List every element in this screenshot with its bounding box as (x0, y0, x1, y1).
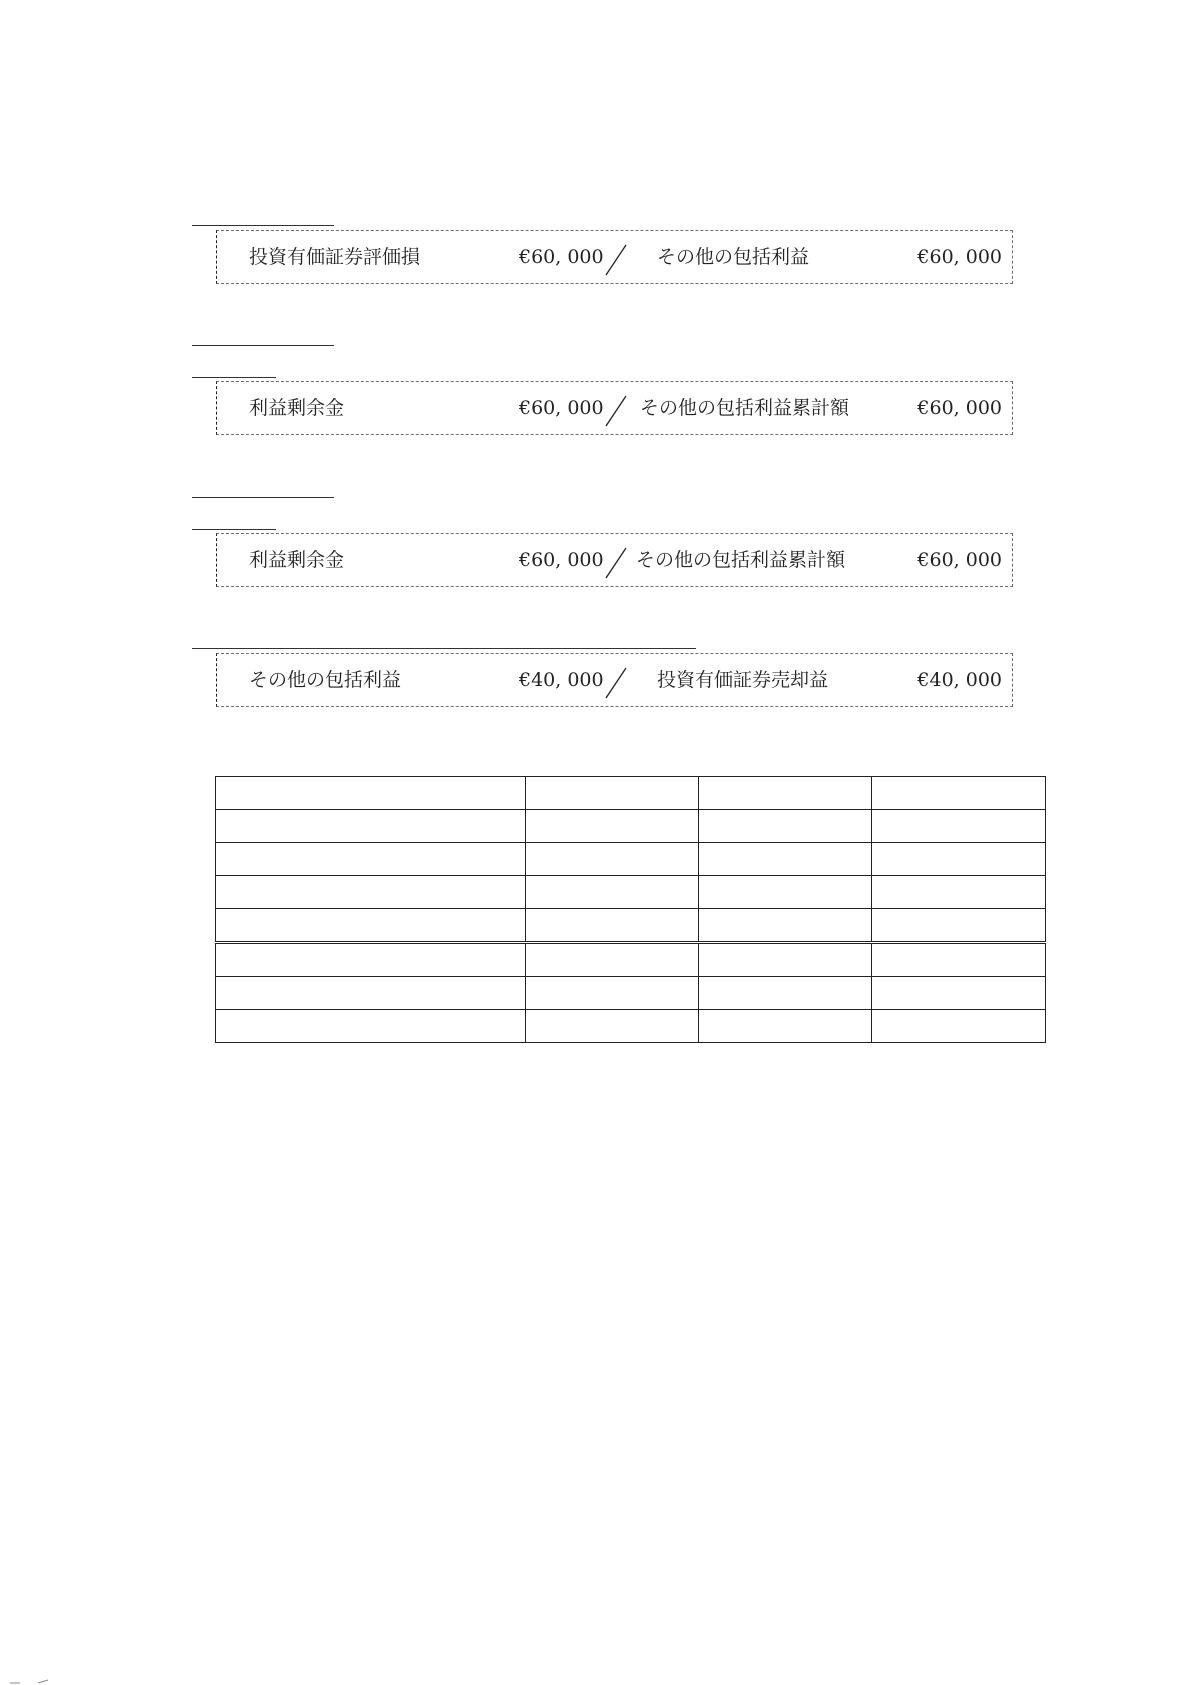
credit-account: その他の包括利益累計額 (640, 397, 850, 419)
credit-account: その他の包括利益累計額 (636, 549, 846, 571)
table-cell (699, 977, 872, 1010)
credit-amount: €40, 000 (917, 669, 1002, 691)
table-cell (699, 1010, 872, 1043)
table-cell (216, 1010, 526, 1043)
heading-rule-2 (192, 345, 334, 346)
table-cell (699, 909, 872, 943)
table-cell (872, 810, 1046, 843)
table-cell (699, 943, 872, 977)
table-cell (525, 977, 699, 1010)
subheading-rule-3 (192, 529, 276, 530)
debit-account: 投資有価証券評価損 (249, 246, 421, 268)
table-cell (872, 977, 1046, 1010)
table-row (216, 977, 1046, 1010)
journal-entry-3 (216, 533, 1013, 587)
credit-amount: €60, 000 (917, 246, 1002, 268)
slash-separator-icon (603, 546, 629, 580)
table-cell (525, 876, 699, 909)
table-cell (525, 943, 699, 977)
table-row (216, 943, 1046, 977)
table-row (216, 810, 1046, 843)
debit-amount: €40, 000 (519, 669, 604, 691)
table-cell (872, 843, 1046, 876)
debit-account: 利益剰余金 (249, 397, 345, 419)
debit-account: 利益剰余金 (249, 549, 345, 571)
debit-account: その他の包括利益 (249, 669, 402, 691)
table-cell (699, 843, 872, 876)
table-row (216, 777, 1046, 810)
subheading-rule-2 (192, 377, 276, 378)
debit-amount: €60, 000 (519, 246, 604, 268)
table-cell (216, 909, 526, 943)
heading-rule-4 (192, 648, 696, 649)
table-cell (699, 876, 872, 909)
table-cell (525, 1010, 699, 1043)
table-cell (216, 876, 526, 909)
credit-amount: €60, 000 (917, 549, 1002, 571)
credit-account: その他の包括利益 (657, 246, 810, 268)
debit-amount: €60, 000 (519, 549, 604, 571)
table-cell (525, 909, 699, 943)
credit-amount: €60, 000 (917, 397, 1002, 419)
table-cell (525, 810, 699, 843)
credit-account: 投資有価証券売却益 (657, 669, 829, 691)
journal-entry-1 (216, 230, 1013, 284)
table-cell (525, 777, 699, 810)
table-cell (216, 977, 526, 1010)
table-row (216, 1010, 1046, 1043)
table-cell (525, 843, 699, 876)
table-cell (872, 777, 1046, 810)
heading-rule-1 (192, 225, 334, 226)
debit-amount: €60, 000 (519, 397, 604, 419)
table-cell (872, 876, 1046, 909)
table-cell (216, 810, 526, 843)
table-cell (216, 843, 526, 876)
table-cell (216, 943, 526, 977)
slash-separator-icon (603, 666, 629, 700)
journal-entry-4 (216, 653, 1013, 707)
summary-table (215, 776, 1046, 1043)
heading-rule-3 (192, 497, 334, 498)
page-edge-mark-icon (8, 1678, 52, 1684)
slash-separator-icon (603, 394, 629, 428)
table-cell (872, 909, 1046, 943)
table-row (216, 876, 1046, 909)
journal-entry-2 (216, 381, 1013, 435)
table-cell (872, 1010, 1046, 1043)
table-row (216, 909, 1046, 943)
slash-separator-icon (603, 243, 629, 277)
table-cell (872, 943, 1046, 977)
table-cell (216, 777, 526, 810)
table-cell (699, 777, 872, 810)
table-cell (699, 810, 872, 843)
table-row (216, 843, 1046, 876)
